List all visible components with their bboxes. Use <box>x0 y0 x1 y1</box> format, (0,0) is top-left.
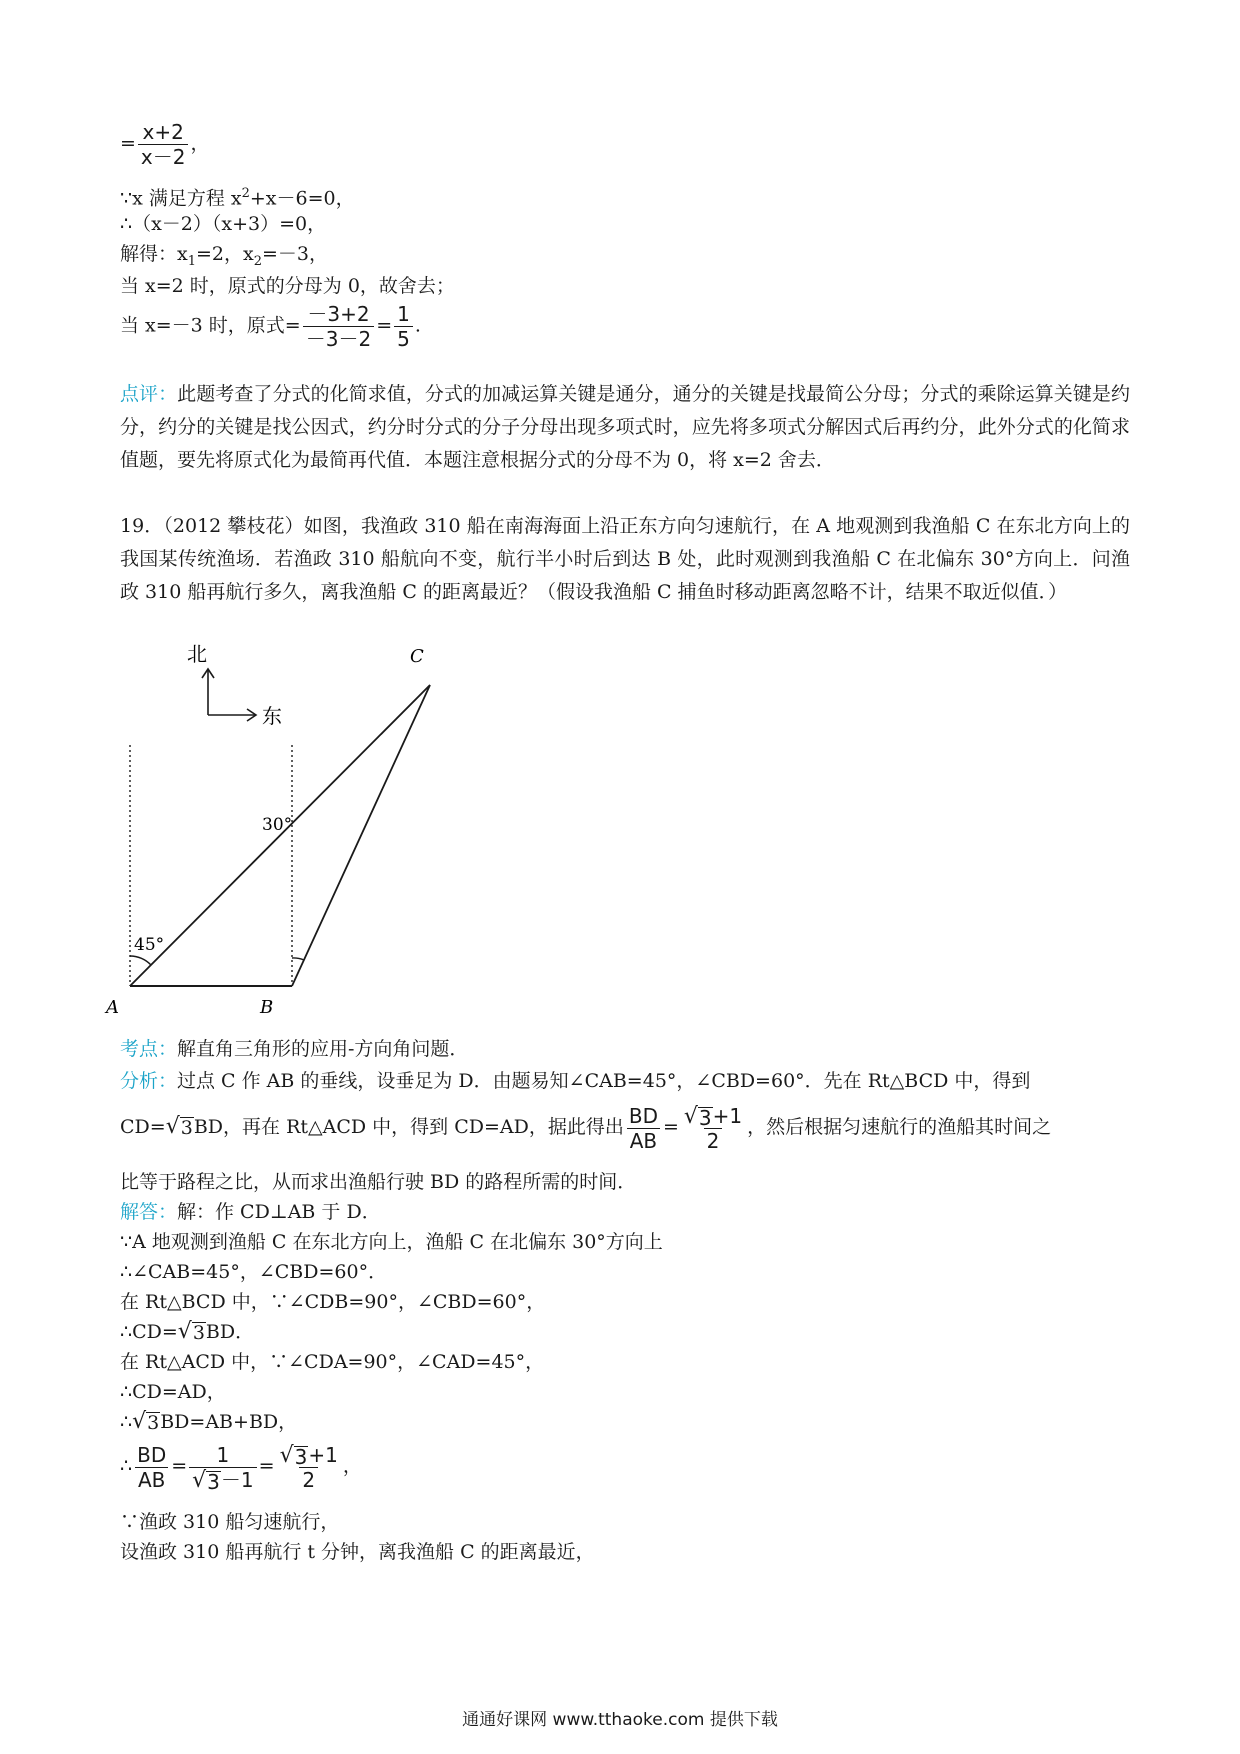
direction-figure <box>106 640 510 1020</box>
text: ，然后根据匀速航行的渔船其时间之 <box>747 1116 1052 1138</box>
segment-BC <box>292 685 430 986</box>
text: BD=AB+BD， <box>160 1411 298 1433</box>
comma: ， <box>190 132 210 155</box>
denominator: －3－2 <box>303 326 374 351</box>
sqrt: √ 3 <box>165 1114 193 1139</box>
text: ∵x 满足方程 x <box>120 187 242 210</box>
answer-line-11: 设渔政 310 船再航行 t 分钟，离我渔船 C 的距离最近， <box>120 1541 595 1563</box>
page-footer: 通通好课网 www.tthaoke.com 提供下载 <box>462 1710 778 1730</box>
radicand: 3 <box>180 1117 193 1139</box>
period: . <box>414 314 421 337</box>
fraction <box>138 120 189 169</box>
numerator: BD <box>628 1103 658 1128</box>
discard-line: 当 x=2 时，原式的分母为 0，故舍去； <box>120 275 455 297</box>
equals-sign: = <box>376 314 393 337</box>
denominator: 2 <box>299 1467 318 1492</box>
equals-sign: = <box>662 1116 679 1138</box>
numerator: BD <box>137 1442 167 1467</box>
comment-label: 点评： <box>120 383 178 405</box>
text: =2，x <box>196 243 254 265</box>
angle-arc-B <box>292 958 304 960</box>
answer-line-4: 在 Rt△BCD 中，∵∠CDB=90°，∠CBD=60°， <box>120 1291 546 1313</box>
superscript: 2 <box>241 186 250 201</box>
numerator: √ 3 +1 <box>279 1442 338 1469</box>
sqrt: √ 3 <box>177 1319 205 1344</box>
answer-line-1 <box>120 1198 381 1226</box>
equals-sign: = <box>171 1455 188 1477</box>
kaodian-line <box>120 1035 468 1063</box>
answer-line-2: ∵A 地观测到渔船 C 在东北方向上，渔船 C 在北偏东 30°方向上 <box>120 1231 663 1253</box>
denominator: 2 <box>704 1128 723 1153</box>
east-label: 东 <box>262 704 282 728</box>
fenxi-line-1 <box>120 1067 1030 1095</box>
fraction-line <box>120 120 210 169</box>
text: ∴ <box>120 1455 133 1477</box>
fenxi-text: 过点 C 作 AB 的垂线，设垂足为 D．由题易知∠CAB=45°，∠CBD=60°．先在 Rt△BCD 中，得到 <box>177 1070 1031 1092</box>
angle-label-A: 45° <box>134 935 165 955</box>
numerator: √ 3 +1 <box>683 1103 743 1130</box>
text: +x－6=0， <box>249 187 355 210</box>
equals-sign: = <box>120 132 136 155</box>
answer-line-3: ∴∠CAB=45°，∠CBD=60°． <box>120 1261 388 1283</box>
fraction <box>189 1443 257 1492</box>
factor-line: ∴（x－2）（x+3）=0， <box>120 213 327 235</box>
text: ， <box>342 1455 362 1477</box>
point-label-C: C <box>410 646 424 667</box>
answer-line-8 <box>120 1408 297 1436</box>
answer-line-7: ∴CD=AD， <box>120 1381 226 1403</box>
solution-line <box>120 240 328 276</box>
subscript: 1 <box>187 253 196 269</box>
denominator: x－2 <box>138 144 189 169</box>
evaluate-line <box>120 302 421 351</box>
radicand: 3 <box>294 1444 308 1469</box>
denominator: √ 3 －1 <box>189 1467 257 1492</box>
fenxi-label: 分析： <box>120 1070 178 1092</box>
text: +1 <box>308 1442 338 1467</box>
text: ∴ <box>120 1411 133 1433</box>
answer-text: 解：作 CD⊥AB 于 D． <box>177 1201 381 1223</box>
north-label: 北 <box>187 642 207 666</box>
equation-line <box>120 180 355 212</box>
radicand: 3 <box>698 1105 712 1130</box>
angle-arc-A <box>130 956 151 965</box>
fraction <box>134 1443 169 1492</box>
fraction <box>681 1104 745 1153</box>
text: =－3， <box>262 243 329 265</box>
numerator: x+2 <box>142 120 184 144</box>
text: －1 <box>220 1467 254 1492</box>
problem-paragraph: 19．（2012 攀枝花）如图，我渔政 310 船在南海海面上沿正东方向匀速航行，在 A 地观测到我渔船 C 在东北方向上的我国某传统渔场．若渔政 310 船航向不变，航行半小时后到达 B 处，此时观测到我渔船 C 在北偏东 30°方向上．问渔政 310 船再航行多久，离我渔船 C 的距离最近？（假设我渔船 C 捕鱼时移动距离忽略不计，结果不取近似值．） <box>120 515 1130 603</box>
angle-label-B: 30° <box>262 815 293 835</box>
radicand: 3 <box>147 1412 160 1434</box>
text: 解得：x <box>120 243 188 265</box>
sqrt: √ 3 <box>132 1409 160 1434</box>
numerator: 1 <box>397 302 410 326</box>
point-label-B: B <box>260 997 274 1018</box>
comment-paragraph <box>120 378 1130 477</box>
comment-text: 此题考查了分式的化简求值，分式的加减运算关键是通分，通分的关键是找最简公分母；分式的乘除运算关键是约分，约分的关键是找公因式，约分时分式的分子分母出现多项式时，应先将多项式分解因式后再约分，此外分式的化简求值题，要先将原式化为最简再代值．本题注意根据分式的分母不为 0，将 x=2 舍去． <box>120 383 1130 471</box>
fraction <box>277 1443 341 1492</box>
numerator: 1 <box>216 1442 230 1467</box>
fenxi-line-2 <box>120 1102 1051 1153</box>
answer-line-6: 在 Rt△ACD 中，∵∠CDA=90°，∠CAD=45°， <box>120 1351 545 1373</box>
fraction <box>626 1104 661 1153</box>
text: CD= <box>120 1116 166 1138</box>
fraction <box>303 302 374 351</box>
equals-sign: = <box>258 1455 275 1477</box>
point-label-A: A <box>106 997 119 1018</box>
kaodian-label: 考点： <box>120 1038 178 1060</box>
answer-label: 解答： <box>120 1201 178 1223</box>
denominator: AB <box>135 1467 168 1492</box>
text: ∴CD= <box>120 1321 178 1343</box>
answer-line-10: ∵渔政 310 船匀速航行， <box>120 1511 340 1533</box>
kaodian-text: 解直角三角形的应用-方向角问题． <box>177 1038 469 1060</box>
fraction <box>394 302 413 351</box>
radicand: 3 <box>192 1322 205 1344</box>
text: BD，再在 Rt△ACD 中，得到 CD=AD，据此得出 <box>193 1116 624 1138</box>
text: 当 x=－3 时，原式= <box>120 314 301 337</box>
denominator: AB <box>627 1128 660 1153</box>
radicand: 3 <box>207 1469 220 1494</box>
denominator: 5 <box>394 326 413 351</box>
text: BD． <box>205 1321 255 1343</box>
numerator: －3+2 <box>307 302 370 326</box>
answer-line-9 <box>120 1438 362 1494</box>
segment-AC <box>130 685 430 986</box>
answer-line-5 <box>120 1318 254 1346</box>
text: +1 <box>712 1103 743 1128</box>
fenxi-line-3: 比等于路程之比，从而求出渔船行驶 BD 的路程所需的时间． <box>120 1171 637 1193</box>
subscript: 2 <box>253 253 263 269</box>
